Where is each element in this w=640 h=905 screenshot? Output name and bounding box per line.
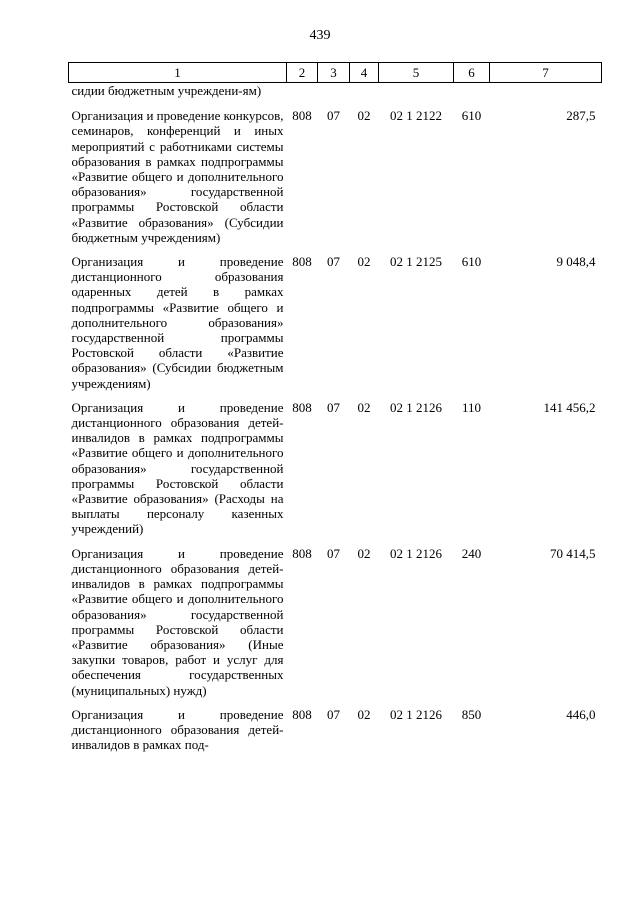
table-row [69, 83, 602, 109]
header-cell: 4 [350, 63, 379, 83]
row-section: 07 [327, 706, 340, 722]
row-ministry-code [287, 83, 318, 109]
header-cell: 3 [318, 63, 350, 83]
row-name: Организация и проведение дистанционного образования одаренных детей в рамках подпрограммы «Развитие общего и дополнительного образования» государственной программы Ростовской области «Развитие образования» (Субсидии бюджетным учреждениям) [71, 254, 284, 391]
row-name: Организация и проведение конкурсов, семинаров, конференций и иных мероприятий с работниками системы образования в рамках подпрограммы «Развитие общего и дополнительного образования» государственной программы Ростовской области «Развитие образования» (Субсидии бюджетным учреждениям) [71, 108, 284, 245]
row-expense-type [454, 83, 490, 109]
header-cell: 6 [454, 63, 490, 83]
row-expense-type: 850 [461, 706, 482, 722]
row-target-article [379, 83, 454, 109]
row-target-article: 02 1 2125 [390, 254, 442, 270]
row-target-article: 02 1 2122 [390, 108, 442, 124]
table-row [69, 254, 602, 400]
row-subsection: 02 [357, 254, 371, 270]
header-cell: 1 [69, 63, 287, 83]
header-cell: 7 [490, 63, 602, 83]
budget-table [68, 62, 602, 761]
row-section [318, 83, 350, 109]
header-row [69, 63, 602, 83]
row-target-article: 02 1 2126 [390, 545, 442, 561]
table-row [69, 546, 602, 707]
table-row [69, 707, 602, 762]
row-expense-type: 610 [461, 108, 482, 124]
row-subsection: 02 [357, 108, 371, 124]
row-subsection: 02 [357, 706, 371, 722]
row-name: Организация и проведение дистанционного образования детей-инвалидов в рамках подпрограммы «Развитие общего и дополнительного образования» государственной программы Ростовской области «Развитие образования» (Иные закупки товаров, работ и услуг для обеспечения государственных (муниципальных) нужд) [71, 545, 284, 698]
row-section: 07 [327, 254, 340, 270]
row-expense-type: 240 [461, 545, 482, 561]
row-name: Организация и проведение дистанционного образования детей-инвалидов в рамках подпрограммы «Развитие общего и дополнительного образования» государственной программы Ростовской области «Развитие образования» (Расходы на выплаты персоналу казенных учреждений) [71, 399, 284, 537]
row-section: 07 [327, 545, 340, 561]
row-amount: 446,0 [566, 706, 596, 722]
row-amount: 70 414,5 [550, 545, 596, 561]
row-ministry-code: 808 [292, 399, 312, 415]
row-expense-type: 110 [461, 399, 482, 415]
row-ministry-code: 808 [292, 254, 312, 270]
row-amount: 9 048,4 [556, 254, 596, 270]
row-amount: 287,5 [566, 108, 596, 124]
page-number: 439 [309, 28, 331, 43]
row-section: 07 [327, 108, 340, 124]
row-name: Организация и проведение дистанционного образования детей-инвалидов в рамках под- [71, 706, 284, 753]
row-ministry-code: 808 [292, 545, 312, 561]
row-subsection: 02 [357, 545, 371, 561]
row-amount [490, 83, 602, 109]
table-row [69, 108, 602, 254]
row-name: сидии бюджетным учреждени-ям) [71, 83, 262, 98]
row-amount: 141 456,2 [543, 399, 596, 415]
header-cell: 5 [379, 63, 454, 83]
row-target-article: 02 1 2126 [390, 399, 442, 415]
row-expense-type: 610 [461, 254, 482, 270]
table-row [69, 400, 602, 546]
row-ministry-code: 808 [292, 108, 312, 124]
row-ministry-code: 808 [292, 706, 312, 722]
row-subsection: 02 [357, 399, 371, 415]
row-subsection [350, 83, 379, 109]
row-section: 07 [327, 399, 340, 415]
header-cell: 2 [287, 63, 318, 83]
row-target-article: 02 1 2126 [390, 706, 442, 722]
